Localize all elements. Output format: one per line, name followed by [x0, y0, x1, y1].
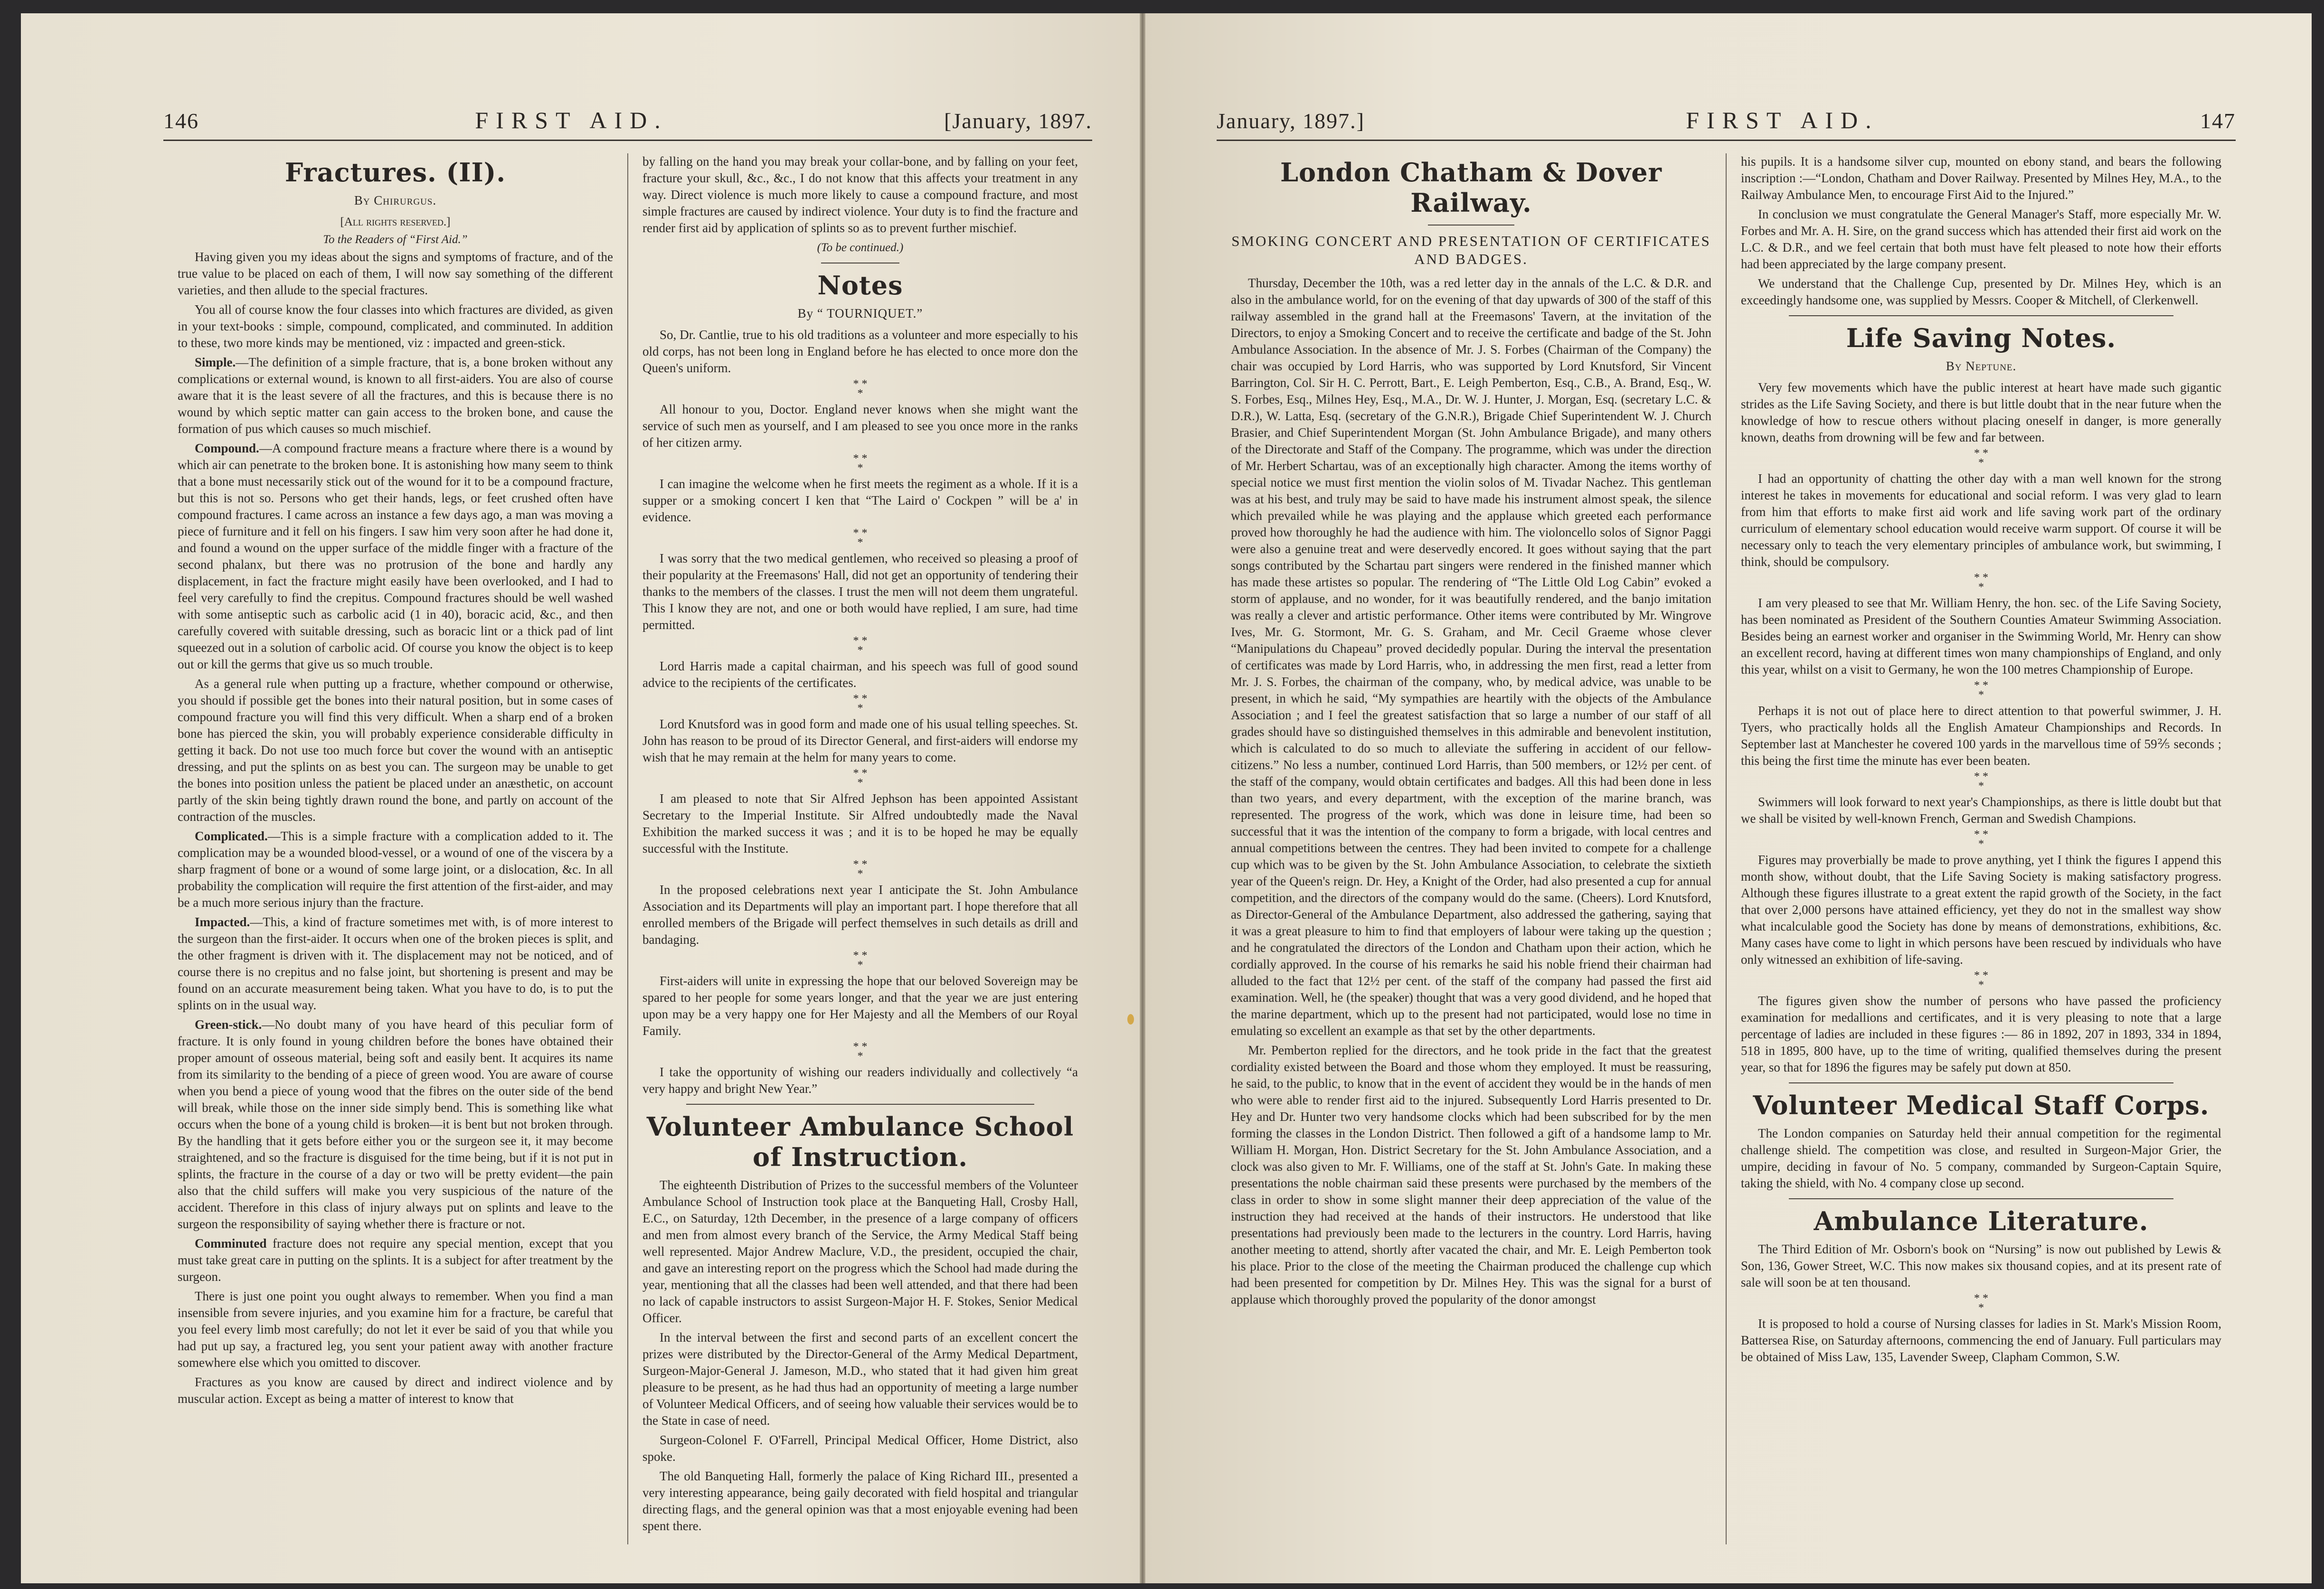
paragraph: We understand that the Challenge Cup, presented by Dr. Milnes Hey, which is an exceedingly handsome one, was supplied by Messrs. Cooper & Mitchell, of Clerkenwell.	[1741, 276, 2221, 307]
paragraph: Surgeon-Colonel F. O'Farrell, Principal Medical Officer, Home District, also spoke.	[642, 1433, 1078, 1464]
asterism: * * *	[853, 950, 868, 971]
paragraph: There is just one point you ought always to remember. When you find a man insensible from severe injuries, and you examine him for a fracture, be careful that you feel every limb most carefully; do not let it ever be said of you that while you had put up say, a fractured leg, you sent your patient away with another fracture somewhere else which you omitted to discover.	[178, 1289, 613, 1370]
article-heading-volunteer-ambulance-school	[642, 1111, 1078, 1172]
left-column-2	[627, 153, 1092, 1544]
paragraph: Very few movements which have the public interest at heart have made such gigantic strides as the Life Saving Society, and there is but little doubt that in the near future when the knowledge of how to rescue others without placing oneself in danger, is more generally known, deaths from drowning will be few and far between.	[1741, 380, 2221, 444]
paragraph: In the interval between the first and second parts of an excellent concert the prizes were distributed by the Director-General of the Army Medical Department, Surgeon-Major-General J. Jameson, M.D., who stated that it had given him great pleasure to be present, as he had thus had an opportunity of meeting a large number of Volunteer Medical Officers, and of seeing how valuable their services would be to the State in case of need.	[642, 1330, 1078, 1428]
divider	[1428, 225, 1514, 226]
paragraph: The eighteenth Distribution of Prizes to the successful members of the Volunteer Ambulance School of Instruction took place at the Banqueting Hall, Crosby Hall, E.C., on Saturday, 12th December, in the presence of a large company of officers and men from almost every branch of the Service, the Army Medical Staff being well represented. Major Andrew Maclure, V.D., the president, occupied the chair, and gave an interesting report on the progress which the School had made during the year, mentioning that all the classes had been well attended, and that there had been no lack of capable instructors to assist Surgeon-Major H. F. Stokes, Senior Medical Officer.	[642, 1178, 1078, 1325]
paragraph-text: —No doubt many of you have heard of this peculiar form of fracture. It is only found in young children before the bones have obtained their proper amount of osseous material, being soft and easily bent. It acquires its name from its similarity to the bending of a piece of green wood. You are aware of course when you bend a piece of young wood that the fibres on the outer side of the bend will break, while those on the inner side simply bend. This is something like what occurs when the bone of a young child is broken—it is bent but not broken through. By the handling that it gets before either you or the surgeon see it, it may become straightened, and so the fracture is disguised for the time being, but if it is not put in splints, the fracture in the course of a day or two will be pretty evident—the pain also that the child suffers will make you very suspicious of the nature of the accident. Therefore in this class of injury always put on splints and leave to the surgeon the responsibility of saying whether there is fracture or not.	[178, 1017, 613, 1231]
paragraph: I was sorry that the two medical gentlemen, who received so pleasing a proof of their popularity at the Freemasons' Hall, did not get an opportunity of tendering their thanks to the members of the classes. I trust the men will not deem them ungrateful. This I know they are not, and one or both would have replied, I am sure, had time permitted.	[642, 551, 1078, 632]
paragraph: It is proposed to hold a course of Nursing classes for ladies in St. Mark's Mission Room, Battersea Rise, on Saturday afternoons, commencing the end of January. Full particulars may be obtained of Miss Law, 135, Lavender Sweep, Clapham Common, S.W.	[1741, 1316, 2221, 1364]
asterism: * * *	[1974, 1292, 1988, 1314]
left-running-head	[163, 106, 1092, 141]
paragraph	[178, 1235, 613, 1285]
paragraph: Having given you my ideas about the signs and symptoms of fracture, and of the true value to be placed on each of them, I will now say something of the different varieties, and then allude to the special fractures.	[178, 250, 613, 297]
paragraph: Lord Knutsford was in good form and made one of his usual telling speeches. St. John has reason to be proud of its Director General, and first-aiders will endorse my wish that he may remain at the helm for many years to come.	[642, 717, 1078, 764]
paragraph: The figures given show the number of persons who have passed the proficiency examination for medallions and certificates, and it is very pleasing to note that a large percentage of ladies are included in these figures :— 86 in 1892, 207 in 1893, 334 in 1894, 518 in 1895, 800 have, up to the time of writing, qualified themselves during the present year, so that for 1896 the figures may be safely put down at 850.	[1741, 994, 2221, 1074]
asterism: * * *	[853, 858, 868, 880]
page-number: 147	[2200, 109, 2236, 133]
paragraph-text: —This is a simple fracture with a complication added to it. The complication may be a wounded blood-vessel, or a wound of one of the viscera by a sharp fragment of bone or a wound of some large joint, or a dislocation, &c. In all probability the complication will require the first attention of the first-aider, and may be a much more serious injury than the fracture.	[178, 829, 613, 910]
paragraph-text: —The definition of a simple fracture, that is, a bone broken without any complications or external wound, is known to all first-aiders. You are also of course aware that it is the least severe of all the fractures, and this is because there is no wound by which septic matter can gain access to the broken bone, and cause the formation of pus which causes so much mischief.	[178, 355, 613, 436]
article-heading-ambulance-literature: Ambulance Literature.	[1814, 1206, 2149, 1236]
right-running-head	[1217, 106, 2236, 141]
divider	[686, 1104, 1035, 1105]
paragraph: The Third Edition of Mr. Osborn's book on “Nursing” is now out published by Lewis & Son, 136, Gower Street, W.C. This now makes six thousand copies, and at its present rate of sale will soon be at ten thousand.	[1741, 1242, 2221, 1289]
article-heading-lcdr: London Chatham & Dover Railway.	[1280, 157, 1663, 218]
paragraph	[178, 354, 613, 437]
run-in-label: Compound.	[195, 441, 259, 455]
right-column-2	[1726, 153, 2236, 1544]
paragraph-text: —This, a kind of fracture sometimes met with, is of more interest to the surgeon than the first-aider. It occurs when one of the broken pieces is split, and the other fragment is driven with it. The displacement may not be noticed, and of course there is no crepitus and no false joint, but shortening is present and may be found on an accurate measurement being taken. What you have to do, is to put the splints on in the usual way.	[178, 915, 613, 1012]
journal-title: FIRST AID.	[1686, 107, 1879, 133]
paragraph	[178, 440, 613, 673]
paragraph: his pupils. It is a handsome silver cup, mounted on ebony stand, and bears the following inscription :—“London, Chatham and Dover Railway. Presented by Milnes Hey, M.A., to the Railway Ambulance Men, to encourage First Aid to the Injured.”	[1741, 154, 2221, 202]
byline: By Chirurgus.	[354, 193, 437, 207]
asterism: * * *	[853, 693, 868, 715]
book-gutter	[1140, 13, 1145, 1583]
page-number: 146	[163, 109, 199, 133]
article-heading-notes: Notes	[817, 270, 903, 301]
asterism: * * *	[1974, 969, 1988, 991]
byline: By “ TOURNIQUET.”	[797, 306, 923, 320]
asterism: * * *	[1974, 572, 1988, 593]
left-page	[21, 13, 1140, 1583]
asterism: * * *	[1974, 828, 1988, 850]
article-subheading: SMOKING CONCERT AND PRESENTATION OF CERTIFICATES AND BADGES.	[1231, 233, 1711, 267]
paragraph: All honour to you, Doctor. England never knows when she might want the service of such men as yourself, and I am pleased to see you once more in the ranks of her citizen army.	[642, 402, 1078, 450]
left-column-1	[163, 153, 627, 1544]
paragraph: Fractures as you know are caused by direct and indirect violence and by muscular action. Except as being a matter of interest to know that	[178, 1375, 613, 1406]
paragraph: I take the opportunity of wishing our readers individually and collectively “a very happy and bright New Year.”	[642, 1065, 1078, 1096]
issue-date: [January, 1897.	[944, 109, 1092, 133]
paragraph-text: fracture does not require any special mention, except that you must take great care in putting on the splints. It is a subject for after treatment by the surgeon.	[178, 1236, 613, 1284]
article-heading-life-saving-notes: Life Saving Notes.	[1846, 323, 2116, 353]
asterism: * * *	[853, 452, 868, 474]
paragraph: Mr. Pemberton replied for the directors, and he took pride in the fact that the greatest cordiality existed between the Board and those whom they employed. It must be reassuring, he said, to the public, to know that in the event of accident they would be in the hands of men who were able to render first aid to the injured. Subsequently Lord Harris presented to Dr. Hey and Dr. Hunter two very handsome clocks which had been subscribed for by the men forming the classes in the London District. Then followed a gift of a handsome lamp to Mr. William H. Morgan, Hon. District Secretary for the St. John Ambulance Association, and a clock was also given to Mr. F. Williams, one of the staff at St. John's Gate. In making these presentations the noble chairman said these presents were purchased by the members of the class in order to show in some slight manner their deep appreciation of the value of the instruction they had received at the hands of their instructors. He understood that like presentations had previously been made to the lecturers in the country. Lord Harris, having another meeting to attend, shortly after vacated the chair, and Mr. E. Leigh Pemberton took his place. Prior to the close of the meeting the Chairman produced the challenge cup which had been presented for competition by Dr. Milnes Hey. This was the signal for a burst of applause which thoroughly proved the popularity of the donor amongst	[1231, 1043, 1711, 1307]
paragraph: by falling on the hand you may break your collar-bone, and by falling on your feet, fracture your skull, &c., &c., I do not know that this affects your treatment in any way. Direct violence is much more likely to cause a compound fracture, and most simple fractures are caused by indirect violence. Your duty is to find the fracture and render first aid by application of splints so as to prevent further mischief.	[642, 154, 1078, 235]
paragraph	[178, 828, 613, 911]
right-page	[1145, 13, 2312, 1583]
paragraph: Lord Harris made a capital chairman, and his speech was full of good sound advice to the recipients of the certificates.	[642, 659, 1078, 690]
to-readers: To the Readers of “First Aid.”	[323, 233, 468, 246]
paragraph: The old Banqueting Hall, formerly the palace of King Richard III., presented a very interesting appearance, being gaily decorated with field hospital and triangular directing flags, and the general opinion was that a most enjoyable evening had been spent there.	[642, 1469, 1078, 1533]
paragraph	[178, 1016, 613, 1232]
divider	[1789, 1082, 2173, 1083]
right-column-1	[1217, 153, 1726, 1544]
asterism: * * *	[1974, 447, 1988, 469]
paragraph: You all of course know the four classes into which fractures are divided, as given in your text-books : simple, compound, complicated, and comminuted. In addition to these, two more kinds may be mentioned, viz : impacted and green-stick.	[178, 302, 613, 350]
paragraph	[178, 914, 613, 1014]
asterism: * * *	[853, 378, 868, 400]
run-in-label: Complicated.	[195, 829, 268, 843]
run-in-label: Simple.	[195, 355, 236, 369]
paragraph: Thursday, December the 10th, was a red letter day in the annals of the L.C. & D.R. and also in the ambulance world, for on the evening of that day upwards of 300 of the staff of this railway assembled in the grand hall at the Freemasons' Tavern, at the invitation of the Directors, to enjoy a Smoking Concert and to receive the certificate and badge of the St. John Ambulance Association. In the absence of Mr. J. S. Forbes (Chairman of the Company) the chair was occupied by Lord Harris, who was supported by Lord Knutsford, Sir Vincent Barrington, Col. Sir H. C. Perrott, Bart., E. Leigh Pemberton, Esq., C.B., A. Brand, Esq., W. S. Forbes, Esq., Milnes Hey, Esq., M.A., Dr. W. J. Hunter, J. Morgan, Esq. (secretary L.C. & D.R.), W. Latta, Esq. (secretary of the G.N.R.), Brigade Chief Superintendent W. J. Church Brasier, and Chief Superintendent Morgan (St. John Ambulance Brigade), and many others of the Directorate and Staff of the Company. The programme, which was under the direction of Mr. Herbert Schartau, was of an exceptionally high character. Among the items worthy of special notice we must first mention the violin solos of M. Tivadar Nachez. This gentleman was at his best, and truly may be said to have made his instrument almost speak, the silence which prevailed while he was playing and the applause which greeted each performance proved how thoroughly he had the audience with him. The violoncello solos of Signor Paggi were also a genuine treat and were deservedly encored. It goes without saying that the part songs contributed by the Schartau part singers were rendered in the finished manner which has made these artistes so popular. The rendering of “The Little Old Log Cabin” evoked a storm of applause, and no wonder, for it was beautifully rendered, and the banjo imitation was really a clever and artistic performance. Other items were contributed by Mr. Wingrove Ives, Mr. G. Stormont, Mr. G. S. Graham, and Mr. Cecil Graeme whose clever “Manipulations du Chapeau” proved decidedly popular. During the interval the presentation of certificates was made by Lord Harris, who, in addressing the men first, read a letter from Mr. J. S. Forbes, the chairman of the company, who, by medical advice, was unable to be present, in which he said, “My sympathies are heartily with the objects of the Ambulance Association ; and I feel the greatest satisfaction that so large a number of our staff of all grades should have so distinguished themselves in this admirable and benevolent institution, which is calculated to do so much to alleviate the suffering in accident of our fellow-citizens.” No less a number, continued Lord Harris, than 500 members, or 12½ per cent. of the staff of the company, would obtain certificates and badges. All this had been done in less than two years, and every department, with the exception of the marine branch, was represented. The progress of the work, which was done in leisure time, had been so successful that it was the intention of the company to form a brigade, with local centres and annual competitions between the centres. They had been invited to compete for a challenge cup which was to be given by the St. John Ambulance Association, to celebrate the sixtieth year of the Queen's reign. Dr. Hey, a Knight of the Order, had also presented a cup for annual competition, and the directors of the company would do the same. (Cheers). Lord Knutsford, as Director-General of the Ambulance Department, also addressed the gathering, saying that it was a great pleasure to him to find that employers of labour were taking up the question ; and he congratulated the directors of the London and Chatham upon their action, which he cordially approved. In the course of his remarks he said his noble friend their chairman had alluded to the fact that 12½ per cent. of the staff of the company had passed the first aid examination. Well, he (the speaker) thought that was a very good dividend, and he hoped that the marine department, which up to the present had not participated, would lose no time in emulating so excellent an example as that set by the other departments.	[1231, 276, 1711, 1038]
paragraph: I am very pleased to see that Mr. William Henry, the hon. sec. of the Life Saving Society, has been nominated as President of the Southern Counties Amateur Swimming Association. Besides being an earnest worker and organiser in the Swimming World, Mr. Henry can show an excellent record, having at different times won many championships of England, and only this year, whilst on a visit to Germany, he won the 100 metres Championship of Europe.	[1741, 596, 2221, 677]
article-heading-fractures: Fractures. (II).	[284, 157, 506, 188]
paragraph: The London companies on Saturday held their annual competition for the regimental challenge shield. The competition was close, and resulted in Surgeon-Major Grier, the umpire, deciding in favour of No. 5 company, commanded by Surgeon-Captain Squire, taking the shield, with No. 4 company close up second.	[1741, 1126, 2221, 1190]
divider	[1789, 1198, 2173, 1199]
paragraph: I can imagine the welcome when he first meets the regiment as a whole. If it is a supper or a smoking concert I ken that “The Laird o' Cockpen ” will be a' in evidence.	[642, 477, 1078, 524]
asterism: * * *	[853, 1041, 868, 1062]
paper-mark	[1127, 1014, 1134, 1025]
heading-line: of Instruction.	[752, 1142, 968, 1172]
divider	[1789, 315, 2173, 316]
paragraph-text: —A compound fracture means a fracture where there is a wound by which air can penetrate to the broken bone. It is astonishing how many seem to think that a bone must necessarily stick out of the wound for it to be a compound fracture, but this is not so. Persons who get their hands, legs, or feet crushed often have compound fractures. I came across an instance a few days ago, a man was moving a piece of furniture and it fell on his fingers. I saw him very soon after he had done it, and found a wound on the upper surface of the middle finger with a fracture of the second phalanx, but there was no protrusion of the bone and hardly any displacement, in fact the fracture might easily have been overlooked, and I had to feel very carefully to find the crepitus. Compound fractures should be well washed with some antiseptic such as carbolic acid (1 in 40), boracic acid, &c., and then carefully covered with suitable dressing, such as boracic lint or a thick pad of lint squeezed out in a solution of carbolic acid. Of course you know the object is to keep out or kill the germs that give us so much trouble.	[178, 441, 613, 671]
rights-notice: [All rights reserved.]	[340, 216, 451, 228]
paragraph: In the proposed celebrations next year I anticipate the St. John Ambulance Association and its Departments will play an important part. I hope therefore that all enrolled members of the Brigade will perfect themselves in such details as drill and bandaging.	[642, 883, 1078, 947]
paragraph: So, Dr. Cantlie, true to his old traditions as a volunteer and more especially to his old corps, has not been long in England before he has elected to once more don the Queen's uniform.	[642, 328, 1078, 375]
asterism: * * *	[1974, 679, 1988, 701]
journal-title: FIRST AID.	[475, 107, 668, 133]
to-be-continued: (To be continued.)	[817, 241, 904, 254]
asterism: * * *	[853, 527, 868, 549]
asterism: * * *	[1974, 771, 1988, 792]
issue-date: January, 1897.]	[1217, 109, 1365, 133]
asterism: * * *	[853, 767, 868, 789]
heading-line: Volunteer Ambulance School	[646, 1111, 1074, 1142]
run-in-label: Comminuted	[195, 1236, 267, 1251]
paragraph: I am pleased to note that Sir Alfred Jephson has been appointed Assistant Secretary to the Imperial Institute. Sir Alfred undoubtedly made the Naval Exhibition the marked success it was ; and it is to be hoped he may be equally successful with the Institute.	[642, 791, 1078, 856]
paragraph: As a general rule when putting up a fracture, whether compound or otherwise, you should if possible get the bones into their natural position, but in some cases of compound fracture you will find this very difficult. When a sharp end of a broken bone has pierced the skin, you will probably experience considerable difficulty in getting it back. Do not use too much force but cover the wound with an antiseptic dressing, and put the splints on as best you can. The surgeon may be unable to get the bones into position unless the patient be placed under an anæsthetic, on account partly of the skin being tightly drawn round the bone, and partly on account of the contraction of the muscles.	[178, 677, 613, 824]
paragraph: Figures may proverbially be made to prove anything, yet I think the figures I append this month show, without doubt, that the Life Saving Society is making satisfactory progress. Although these figures illustrate to a great extent the rapid growth of the Society, in the fact that over 2,000 persons have attained efficiency, yet they do not in the smallest way show what incalculable good the Society has done by means of demonstrations, exhibitions, &c. Many cases have come to light in which persons have been rescued by individuals who have only witnessed an exhibition of life-saving.	[1741, 853, 2221, 967]
paragraph: In conclusion we must congratulate the General Manager's Staff, more especially Mr. W. Forbes and Mr. A. H. Sire, on the grand success which has attended their first aid work on the L.C. & D.R., and we feel certain that both must have felt pleased to note how their efforts had been appreciated by the large company present.	[1741, 207, 2221, 271]
run-in-label: Green-stick.	[195, 1017, 262, 1032]
paragraph: I had an opportunity of chatting the other day with a man well known for the strong interest he takes in movements for educational and social reform. I was very glad to learn from him that efforts to make first aid work and life saving work part of the ordinary curriculum of elementary school education would receive warm support. Of course it will be necessary only to teach the very elementary principles of ambulance work, but swimming, I think, should be compulsory.	[1741, 471, 2221, 569]
article-heading-vmsc: Volunteer Medical Staff Corps.	[1753, 1090, 2210, 1120]
paragraph: First-aiders will unite in expressing the hope that our beloved Sovereign may be spared to her people for some years longer, and that the year we are just entering upon may be a very happy one for Her Majesty and all the Members of our Royal Family.	[642, 974, 1078, 1038]
byline: By Neptune.	[1946, 359, 2017, 373]
paragraph: Perhaps it is not out of place here to direct attention to that powerful swimmer, J. H. Tyers, who practically holds all the English Amateur Championships and Records. In September last at Manchester he covered 100 yards in the marvellous time of 59⅖ seconds ; this being the first time the minute has ever been beaten.	[1741, 704, 2221, 768]
paragraph: Swimmers will look forward to next year's Championships, as there is little doubt but that we shall be visited by well-known French, German and Swedish Champions.	[1741, 795, 2221, 826]
asterism: * * *	[853, 635, 868, 657]
run-in-label: Impacted.	[195, 915, 250, 929]
